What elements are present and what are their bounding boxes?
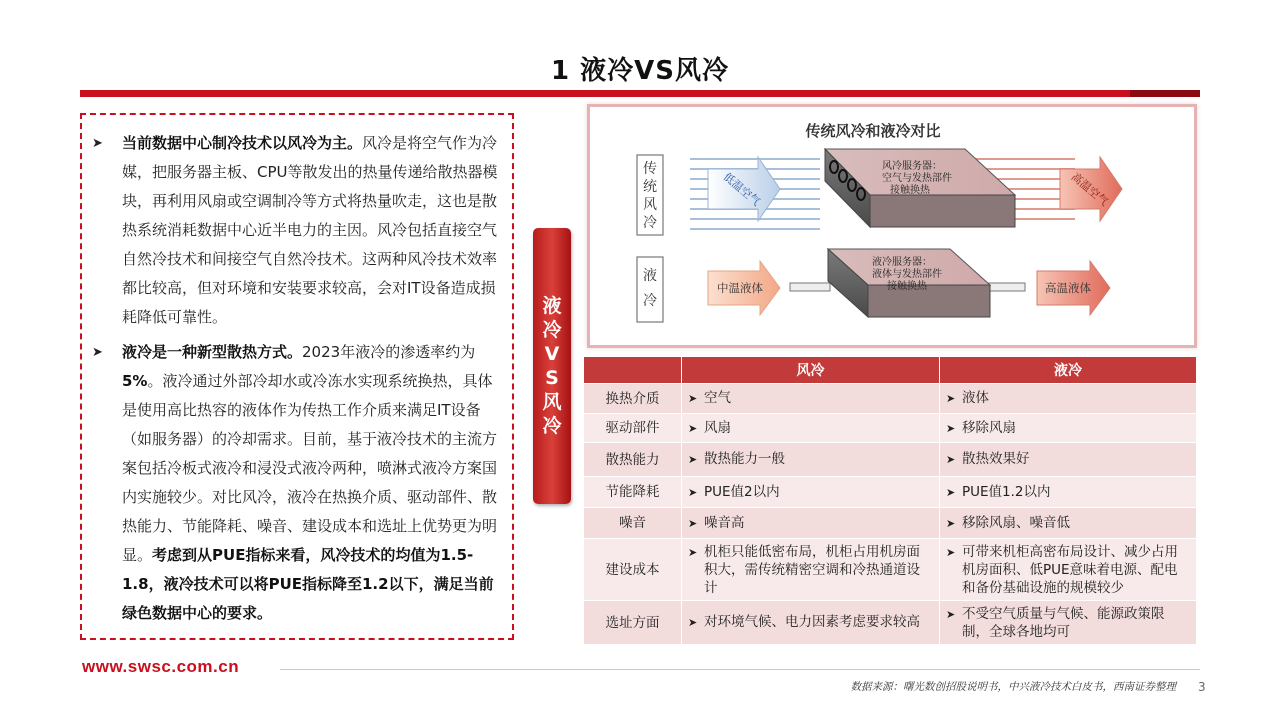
diagram-svg: [590, 107, 1194, 345]
arrow-bullet-icon: ➤: [688, 516, 698, 530]
air-cell: 空气: [704, 390, 731, 406]
bullet-air-cooling: [90, 129, 504, 332]
svg-text:冷: 冷: [643, 215, 657, 231]
arrow-bullet-icon: ➤: [92, 345, 103, 360]
bullet-text: 风冷是将空气作为冷媒，把服务器主板、CPU等散发出的热量传递给散热器模块，再利用风扇或空调制冷等方式将热量吹走，这也是散热系统消耗数据中心近半电力的主因。风冷包括直接空气自然冷技术和间接空气自然冷技术。这两种风冷技术效率都比较高，但对环境和安装要求较高，会对IT设备造成损耗降低可靠性。: [122, 134, 498, 326]
table-corner-header: [584, 357, 682, 384]
bullet-heading: 当前数据中心制冷技术以风冷为主。: [122, 134, 363, 152]
liquid-cell: 移除风扇: [962, 419, 1016, 436]
row-label: 换热介质: [584, 384, 682, 414]
air-cooling-header: 风冷: [682, 357, 940, 384]
svg-text:液体与发热部件: 液体与发热部件: [872, 269, 942, 280]
air-cell: 对环境气候、电力因素考虑要求较高: [704, 614, 920, 630]
bullet-liquid-cooling: [90, 338, 504, 628]
liquid-cooling-header: 液冷: [940, 357, 1197, 384]
liquid-cell: 可带来机柜高密布局设计、减少占用机房面积、低PUE意味着电源、配电和备份基础设施的规模较少: [962, 543, 1178, 596]
high-temp-liquid-arrow: [1037, 261, 1110, 315]
bullet-text: 。液冷通过外部冷却水或冷冻水实现系统换热，具体是使用高比热容的液体作为传热工作介质来满足IT设备（如服务器）的冷却需求。目前，基于液冷技术的主流方案包括冷板式液冷和浸没式液冷两种，喷淋式液冷方案国内实施较少。对比风冷，液冷在热换介质、驱动部件、散热能力、节能降耗、噪音、建设成本和选址上优势更为明显。: [122, 372, 498, 564]
svg-text:空气与发热部件: 空气与发热部件: [882, 173, 952, 184]
row-label: 选址方面: [584, 601, 682, 645]
table-row: [584, 539, 1197, 601]
svg-text:统: 统: [643, 179, 657, 195]
row-label: 噪音: [584, 508, 682, 539]
arrow-bullet-icon: ➤: [688, 421, 698, 435]
inlet-pipe: [790, 283, 830, 291]
liquid-cell: PUE值1.2以内: [962, 483, 1051, 500]
cooling-comparison-diagram: [587, 104, 1197, 348]
arrow-bullet-icon: ➤: [688, 392, 698, 405]
bullet-text: 2023年液冷的渗透率约为: [302, 343, 476, 361]
svg-text:风: 风: [643, 197, 657, 213]
vs-banner: [533, 228, 571, 504]
svg-text:液: 液: [643, 268, 657, 284]
title-divider-accent: [1130, 90, 1200, 97]
air-cell: 噪音高: [704, 514, 745, 531]
row-label: 驱动部件: [584, 414, 682, 443]
high-temp-liquid-label: 高温液体: [1045, 281, 1091, 295]
table-row: [584, 384, 1197, 414]
svg-text:接触换热: 接触换热: [887, 281, 927, 292]
svg-text:液冷服务器：: 液冷服务器：: [872, 257, 932, 268]
arrow-bullet-icon: ➤: [946, 392, 956, 405]
svg-text:风冷服务器：: 风冷服务器：: [882, 161, 942, 172]
vs-char: V: [544, 343, 560, 365]
vs-char: S: [545, 367, 559, 389]
page-number: 3: [1198, 680, 1206, 694]
arrow-bullet-icon: ➤: [946, 545, 956, 559]
liquid-server-block: [828, 249, 990, 317]
row-label: 建设成本: [584, 539, 682, 601]
svg-text:冷: 冷: [643, 293, 657, 309]
liquid-cell: 移除风扇、噪音低: [962, 514, 1070, 531]
table-row: [584, 477, 1197, 508]
text-panel: [80, 113, 514, 640]
arrow-bullet-icon: ➤: [946, 453, 956, 466]
liquid-cell: 散热效果好: [962, 451, 1030, 467]
air-cell: PUE值2以内: [704, 483, 780, 500]
air-cell: 机柜只能低密布局，机柜占用机房面积大，需传统精密空调和冷热通道设计: [704, 543, 920, 596]
footer-divider: [280, 669, 1200, 670]
footer-url: www.swsc.com.cn: [82, 657, 240, 676]
low-temp-air-arrow: [708, 157, 780, 221]
high-temp-air-arrow: [1060, 157, 1122, 221]
table-row: [584, 443, 1197, 477]
arrow-bullet-icon: ➤: [92, 136, 103, 151]
air-cell: 散热能力一般: [704, 451, 785, 467]
bullet-conclusion: 考虑到从PUE指标来看，风冷技术的均值为1.5-1.8，液冷技术可以将PUE指标降至1.2以下，满足当前绿色数据中心的要求。: [122, 546, 494, 622]
arrow-bullet-icon: ➤: [946, 485, 956, 499]
row-label: 散热能力: [584, 443, 682, 477]
diagram-title: 传统风冷和液冷对比: [805, 122, 941, 140]
arrow-bullet-icon: ➤: [688, 616, 698, 629]
outlet-pipe: [985, 283, 1025, 291]
svg-text:接触换热: 接触换热: [890, 185, 930, 196]
vs-char: 冷: [542, 415, 562, 437]
vs-char: 冷: [542, 319, 562, 341]
table-row: [584, 508, 1197, 539]
mid-temp-liquid-label: 中温液体: [717, 281, 763, 295]
arrow-bullet-icon: ➤: [946, 607, 956, 621]
low-temp-air-label: 低温空气: [720, 170, 763, 209]
page-title: 1 液冷VS风冷: [551, 56, 729, 86]
comparison-table: [583, 356, 1197, 645]
high-temp-air-label: 高温空气: [1068, 170, 1111, 209]
arrow-bullet-icon: ➤: [946, 516, 956, 530]
arrow-bullet-icon: ➤: [688, 453, 698, 466]
liquid-cooling-label: [637, 257, 663, 322]
air-cooling-label: [637, 155, 663, 235]
title-divider: [80, 90, 1200, 97]
air-server-block: [825, 149, 1015, 227]
table-row: [584, 601, 1197, 645]
arrow-bullet-icon: ➤: [688, 545, 698, 559]
arrow-bullet-icon: ➤: [946, 421, 956, 435]
liquid-cell: 液体: [962, 390, 989, 406]
bullet-heading: 液冷是一种新型散热方式。: [122, 343, 303, 361]
arrow-bullet-icon: ➤: [688, 485, 698, 499]
data-source-note: 数据来源：曙光数创招股说明书，中兴液冷技术白皮书，西南证券整理: [850, 681, 1176, 693]
table-header-row: [584, 357, 1197, 384]
table-row: [584, 414, 1197, 443]
mid-temp-liquid-arrow: [708, 261, 780, 315]
air-cell: 风扇: [704, 419, 731, 436]
row-label: 节能降耗: [584, 477, 682, 508]
svg-text:传: 传: [643, 161, 657, 177]
bullet-highlight: 5%: [122, 372, 148, 390]
vs-char: 风: [542, 391, 562, 413]
liquid-cell: 不受空气质量与气候、能源政策限制，全球各地均可: [962, 605, 1165, 640]
vs-char: 液: [542, 295, 562, 317]
